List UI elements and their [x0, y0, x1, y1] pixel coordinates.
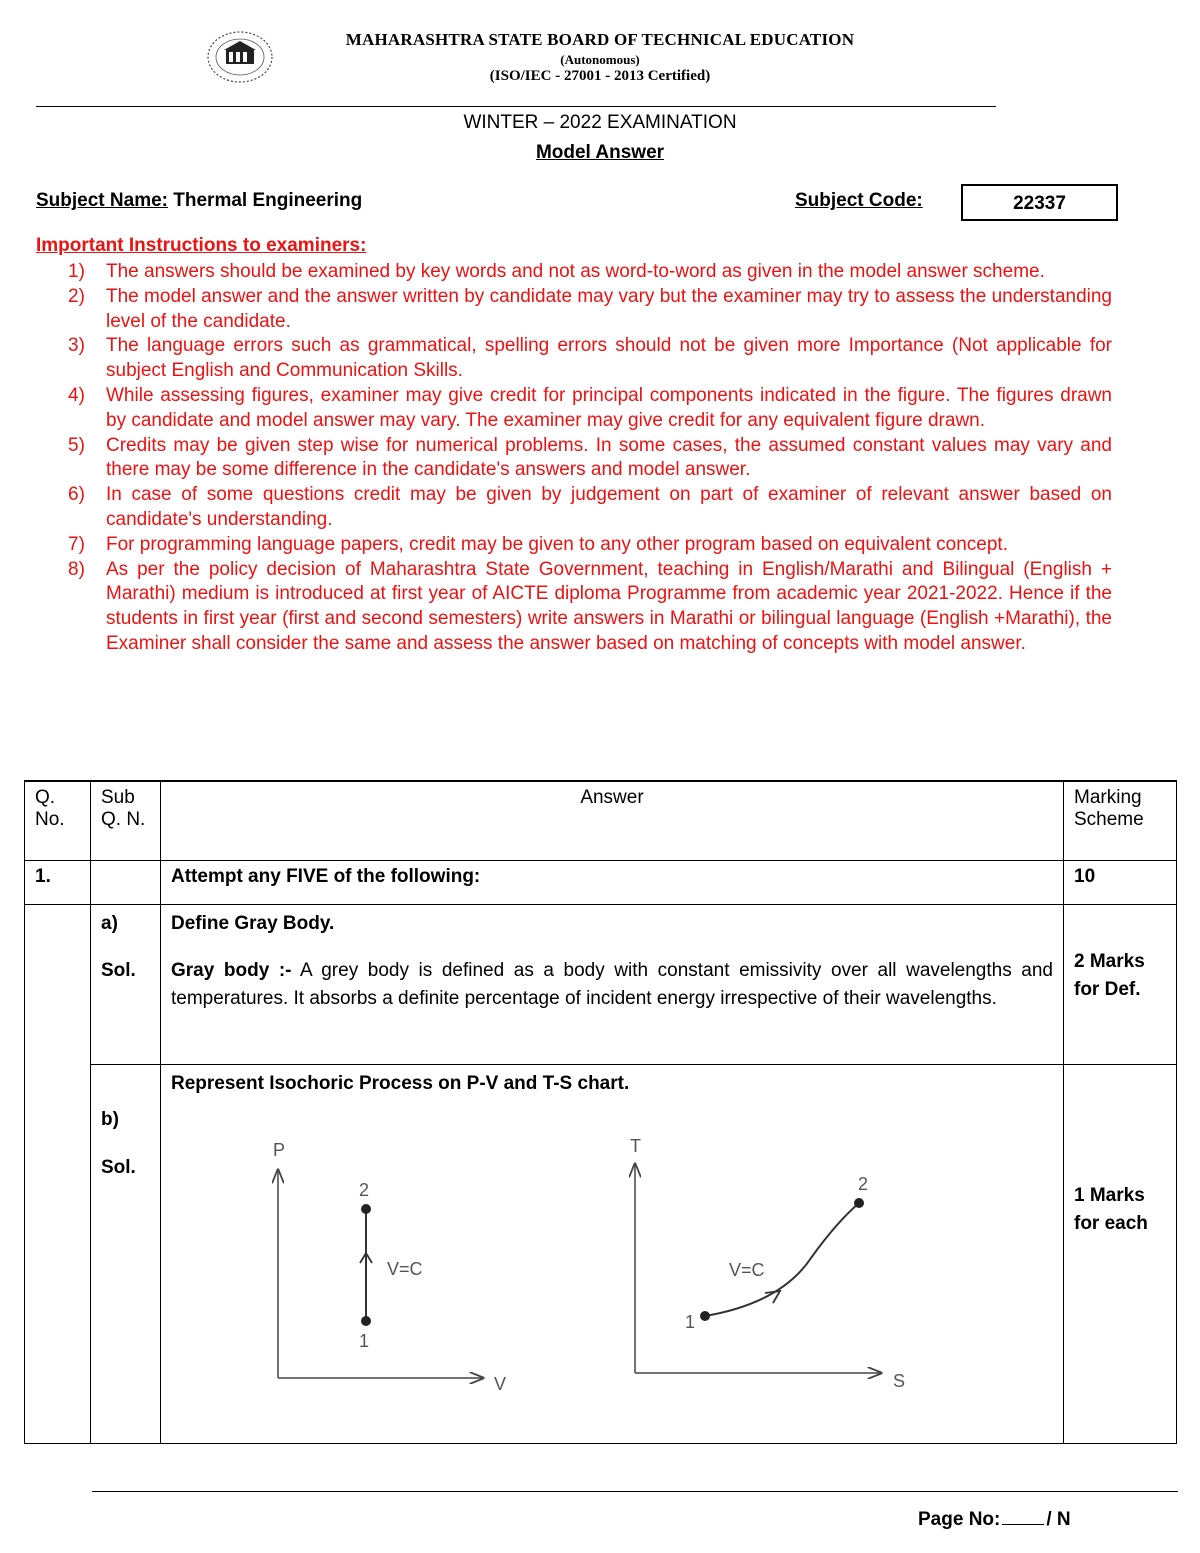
qa-sub: a) — [101, 912, 118, 934]
qb-figures — [171, 1098, 1053, 1438]
qb-sol: Sol. — [101, 1156, 136, 1178]
instruction-text: While assessing figures, examiner may give credit for principal components indicated in the figure. The figures drawn by candidate and model answer may vary. The examiner may give credit for any equivalent figure drawn. — [106, 384, 1112, 431]
instruction-number: 5) — [68, 434, 85, 456]
pv-state-1-point — [361, 1316, 371, 1326]
q1-marks: 10 — [1064, 860, 1177, 904]
pv-diagram — [171, 1098, 531, 1428]
instruction-number: 2) — [68, 285, 85, 307]
qa-answer — [171, 957, 1053, 1013]
table-header-row — [25, 781, 1177, 860]
certification-label: (ISO/IEC - 27001 - 2013 Certified) — [489, 68, 711, 84]
board-name: MAHARASHTRA STATE BOARD OF TECHNICAL EDUCATION — [345, 30, 855, 49]
instruction-number: 8) — [68, 558, 85, 580]
qa-labels — [91, 904, 161, 1064]
exam-title: WINTER – 2022 EXAMINATION — [463, 112, 737, 133]
instruction-text: The model answer and the answer written by candidate may vary but the examiner may try to assess the understanding level of the candidate. — [106, 285, 1112, 332]
ts-state-1-label: 1 — [685, 1311, 696, 1332]
header-answer: Answer — [161, 781, 1064, 860]
header-divider — [36, 106, 996, 107]
pv-y-axis-label: P — [273, 1139, 286, 1160]
qb-marks: 1 Marks for each — [1064, 1064, 1177, 1443]
table-row — [25, 1064, 1177, 1443]
instruction-item — [36, 533, 1112, 558]
model-answer-heading: Model Answer — [535, 142, 665, 163]
instruction-text: The answers should be examined by key words and not as word-to-word as given in the model answer scheme. — [106, 261, 1045, 282]
instruction-number: 6) — [68, 484, 85, 506]
instruction-number: 4) — [68, 384, 85, 406]
qa-question: Define Gray Body. — [171, 912, 335, 934]
instruction-text: For programming language papers, credit may be given to any other program based on equivalent concept. — [106, 533, 1008, 555]
subject-name — [36, 190, 362, 212]
qa-answer-term: Gray body :- — [171, 959, 292, 981]
subject-name-label: Subject Name: — [36, 190, 168, 211]
qb-labels — [91, 1064, 161, 1443]
q1-number: 1. — [25, 860, 91, 904]
answer-table — [24, 780, 1177, 1444]
msbte-logo — [206, 30, 274, 84]
qb-question: Represent Isochoric Process on P-V and T-S chart. — [171, 1072, 630, 1094]
page-number-label: Page No: — [918, 1509, 1001, 1530]
subject-name-value: Thermal Engineering — [173, 190, 363, 211]
qb-answer-cell — [161, 1064, 1064, 1443]
instruction-item — [36, 334, 1112, 384]
instruction-item — [36, 260, 1112, 285]
subject-code-value: 22337 — [961, 184, 1118, 221]
pv-x-axis-label: V — [494, 1373, 507, 1394]
ts-state-2-label: 2 — [858, 1173, 869, 1194]
ts-x-axis-label: S — [893, 1370, 906, 1391]
instruction-text: The language errors such as grammatical, spelling errors should not be given more Importance (Not applicable for subject English and Communication Skills. — [106, 335, 1112, 382]
table-row — [25, 860, 1177, 904]
ts-y-axis-label: T — [630, 1135, 641, 1156]
subject-code-label: Subject Code: — [795, 190, 923, 211]
header-subq: Sub Q. N. — [91, 781, 161, 860]
page-number — [918, 1508, 1071, 1531]
qa-sol: Sol. — [101, 959, 136, 981]
page-number-blank — [1002, 1508, 1044, 1525]
instruction-item — [36, 434, 1112, 484]
footer-divider — [92, 1491, 1178, 1492]
pv-state-1-label: 1 — [359, 1330, 370, 1351]
q1-instruction: Attempt any FIVE of the following: — [161, 860, 1064, 904]
instruction-item — [36, 384, 1112, 434]
qa-answer-text: A grey body is defined as a body with constant emissivity over all wavelengths and temperatures. It absorbs a definite percentage of incident energy irrespective of their wavelengths. — [171, 959, 1053, 1009]
ts-diagram — [531, 1098, 951, 1428]
qa-marks: 2 Marks for Def. — [1064, 904, 1177, 1064]
ts-state-2-point — [854, 1198, 864, 1208]
q1-continuation-cell — [25, 904, 91, 1443]
ts-process-label: V=C — [729, 1259, 765, 1280]
header-qno: Q. No. — [25, 781, 91, 860]
ts-state-1-point — [700, 1311, 710, 1321]
instruction-number: 7) — [68, 533, 85, 555]
instruction-number: 3) — [68, 335, 85, 357]
pv-state-2-point — [361, 1204, 371, 1214]
qb-sub: b) — [101, 1108, 119, 1130]
pv-state-2-label: 2 — [359, 1179, 370, 1200]
instruction-item — [36, 285, 1112, 335]
instruction-item — [36, 483, 1112, 533]
instruction-item — [36, 558, 1112, 657]
instruction-text: As per the policy decision of Maharashtra State Government, teaching in English/Marathi and Bilingual (English + Marathi) medium is introduced at first year of AICTE diploma Programme from academic year 2021-2022. Hence if the students in first year (first and second semesters) write answers in Marathi or bilingual language (English +Marathi), the Examiner shall consider the same and assess the answer based on matching of concepts with model answer. — [106, 558, 1112, 654]
pv-process-label: V=C — [387, 1258, 423, 1279]
instruction-text: Credits may be given step wise for numerical problems. In some cases, the assumed constant values may vary and there may be some difference in the candidate's answers and model answer. — [106, 434, 1112, 481]
autonomous-label: (Autonomous) — [560, 52, 640, 67]
qa-answer-cell — [161, 904, 1064, 1064]
instructions-list — [36, 260, 1112, 657]
page-number-total: / N — [1046, 1509, 1071, 1530]
header-marking: Marking Scheme — [1064, 781, 1177, 860]
table-row — [25, 904, 1177, 1064]
instruction-text: In case of some questions credit may be given by judgement on part of examiner of relevant answer based on candidate's understanding. — [106, 484, 1112, 530]
q1-subq-empty — [91, 860, 161, 904]
instruction-number: 1) — [68, 261, 85, 282]
instructions-heading: Important Instructions to examiners: — [36, 235, 367, 256]
